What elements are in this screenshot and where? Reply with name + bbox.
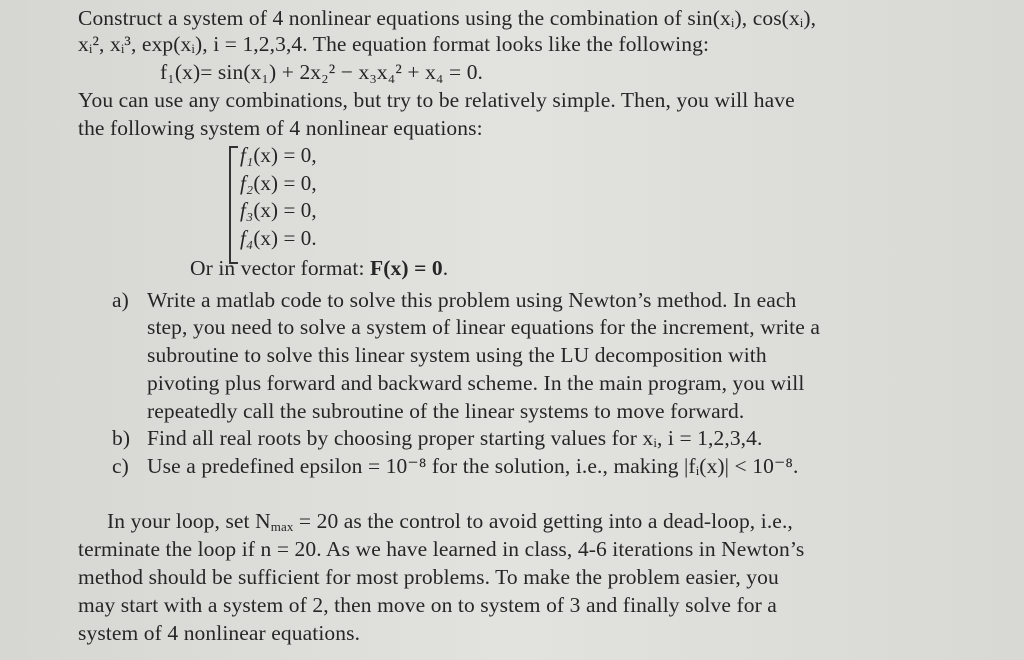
loop-post: = 20 as the control to avoid getting into a dead-loop, i.e., <box>293 509 793 533</box>
system-equation-1 <box>240 142 317 168</box>
vector-formula: F(x) = 0 <box>370 256 443 280</box>
task-a-line-5: repeatedly call the subroutine of the linear systems to move forward. <box>147 399 745 423</box>
intro-line-1: Construct a system of 4 nonlinear equations using the combination of sin(xᵢ), cos(xᵢ), <box>78 6 817 30</box>
loop-line-2: terminate the loop if n = 20. As we have learned in class, 4-6 iterations in Newton’s <box>78 537 805 561</box>
intro-line-2: xᵢ², xᵢ³, exp(xᵢ), i = 1,2,3,4. The equation format looks like the following: <box>78 32 710 56</box>
example-equation: f₁(x)= sin(x₁) + 2x₂² − x₃x₄² + x₄ = 0. <box>160 60 484 84</box>
system-equation-2 <box>240 170 317 196</box>
system-equation-3 <box>240 197 317 223</box>
equation-rest: (x) = 0, <box>253 143 317 167</box>
equation-rest: (x) = 0. <box>253 226 317 250</box>
loop-pre: In your loop, set N <box>107 509 271 533</box>
function-name: f₄ <box>240 226 254 250</box>
function-name: f₃ <box>240 198 254 222</box>
task-a-line-1: Write a matlab code to solve this problem using Newton’s method. In each <box>147 288 797 312</box>
task-c-line-1: Use a predefined epsilon = 10⁻⁸ for the solution, i.e., making |fᵢ(x)| < 10⁻⁸. <box>147 454 799 478</box>
system-equation-4 <box>240 225 317 251</box>
task-a-line-3: subroutine to solve this linear system using the LU decomposition with <box>147 343 767 367</box>
nmax-subscript: max <box>270 519 294 534</box>
task-a-label: a) <box>112 288 129 312</box>
loop-line-3: method should be sufficient for most problems. To make the problem easier, you <box>78 565 779 589</box>
vector-suffix: . <box>442 256 449 280</box>
task-b-line-1: Find all real roots by choosing proper starting values for xᵢ, i = 1,2,3,4. <box>147 426 763 450</box>
task-c-label: c) <box>112 454 129 478</box>
task-a-line-4: pivoting plus forward and backward scheme. In the main program, you will <box>147 371 805 395</box>
task-a-line-2: step, you need to solve a system of linear equations for the increment, write a <box>147 315 821 339</box>
intro-line-5: the following system of 4 nonlinear equations: <box>78 116 483 140</box>
function-name: f₂ <box>240 171 254 195</box>
intro-line-4: You can use any combinations, but try to be relatively simple. Then, you will have <box>78 88 795 112</box>
vector-prefix: Or in vector format: <box>190 256 371 280</box>
loop-line-4: may start with a system of 2, then move on to system of 3 and finally solve for a <box>78 593 777 617</box>
vector-format <box>190 255 448 281</box>
task-b-label: b) <box>112 426 131 450</box>
equation-rest: (x) = 0, <box>253 171 317 195</box>
function-name: f₁ <box>240 143 254 167</box>
system-bracket <box>229 146 238 264</box>
loop-line-5: system of 4 nonlinear equations. <box>78 621 361 645</box>
equation-rest: (x) = 0, <box>253 198 317 222</box>
